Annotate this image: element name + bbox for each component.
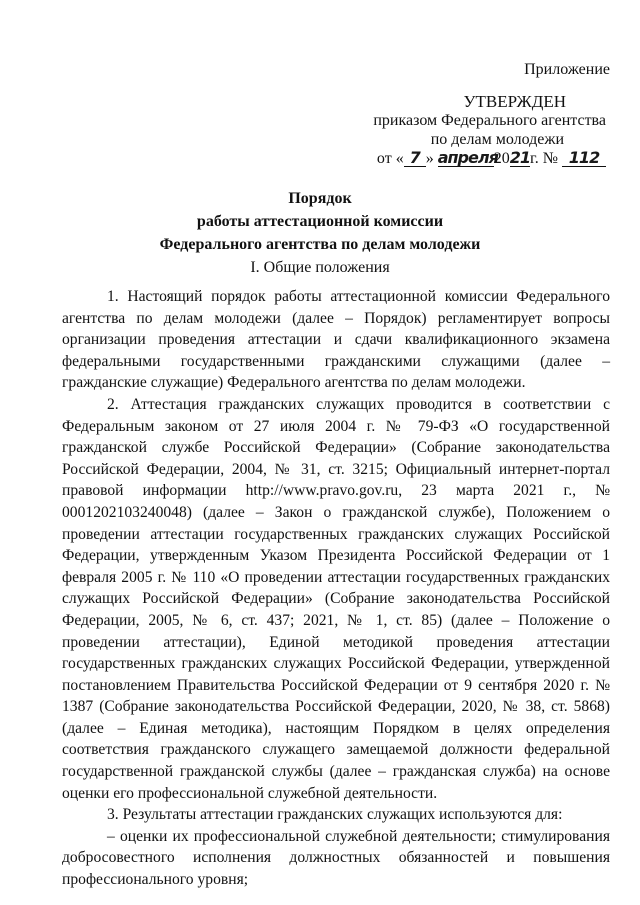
- year-number-label: г. №: [529, 150, 558, 167]
- handwritten-year: 21: [509, 148, 530, 167]
- order-date-number: [346, 149, 606, 168]
- handwritten-order-number: 112: [562, 149, 606, 167]
- handwritten-month: апреля: [437, 148, 498, 167]
- title-line-3: Федерального агентства по делам молодежи: [159, 236, 481, 253]
- approval-line-1: приказом Федерального агентства: [373, 112, 606, 129]
- approval-line-2: по делам молодежи: [430, 131, 564, 148]
- year-prefix: 20: [493, 150, 510, 167]
- paragraph: – оценки их профессиональной служебной деятельности; стимулирования добросовестного исполнения должностных обязанностей и повышения профессионального уровня;: [62, 827, 610, 889]
- document-title: [0, 187, 640, 256]
- from-label: от «: [376, 150, 404, 167]
- title-line-2: работы аттестационной комиссии: [196, 213, 444, 230]
- section-heading: I. Общие положения: [250, 259, 390, 276]
- paragraph: 1. Настоящий порядок работы аттестационной комиссии Федерального агентства по делам молодежи (далее – Порядок) регламентирует вопросы организации проведения аттестации и сдачи квалификационного экзамена федеральными государственными гражданскими служащими (далее – гражданские служащие) Федерального агентства по делам молодежи.: [62, 288, 610, 392]
- paragraph: 3. Результаты аттестации гражданских служащих используются для:: [107, 806, 563, 824]
- title-line-1: Порядок: [288, 190, 352, 207]
- quote-close: »: [425, 150, 434, 167]
- paragraph: 2. Аттестация гражданских служащих проводится в соответствии с Федеральным законом от 27 июля 2004 г. № 79-ФЗ «О государственной гражданской службе Российской Федерации» (Собрание законодательства Российской Федерации, 2004, № 31, ст. 3215; Официальный интернет-портал правовой информации http://www.pravo.gov.ru, 23 марта 2021 г., № 0001202103240048) (далее – Закон о гражданской службе), Положением о проведении аттестации государственных гражданских служащих Российской Федерации, утвержденным Указом Президента Российской Федерации от 1 февраля 2005 г. № 110 «О проведении аттестации государственных гражданских служащих Российской Федерации» (Собрание законодательства Российской Федерации, 2005, № 6, ст. 437; 2021, № 1, ст. 85) (далее – Положение о проведении аттестации), Единой методикой проведения аттестации государственных гражданских служащих Российской Федерации, утвержденной постановлением Правительства Российской Федерации от 9 сентября 2020 г. № 1387 (Собрание законодательства Российской Федерации, 2020, № 38, ст. 5868) (далее – Единая методика), настоящим Порядком в целях определения соответствия гражданского служащего замещаемой должности федеральной государственной гражданской службы (далее – гражданская служба) на основе оценки его профессиональной служебной деятельности.: [62, 395, 610, 802]
- approved-label: УТВЕРЖДЕН: [463, 92, 566, 111]
- approval-block: [346, 92, 606, 168]
- handwritten-day: 7: [404, 149, 426, 167]
- appendix-label: Приложение: [524, 61, 610, 78]
- document-body: [62, 286, 610, 891]
